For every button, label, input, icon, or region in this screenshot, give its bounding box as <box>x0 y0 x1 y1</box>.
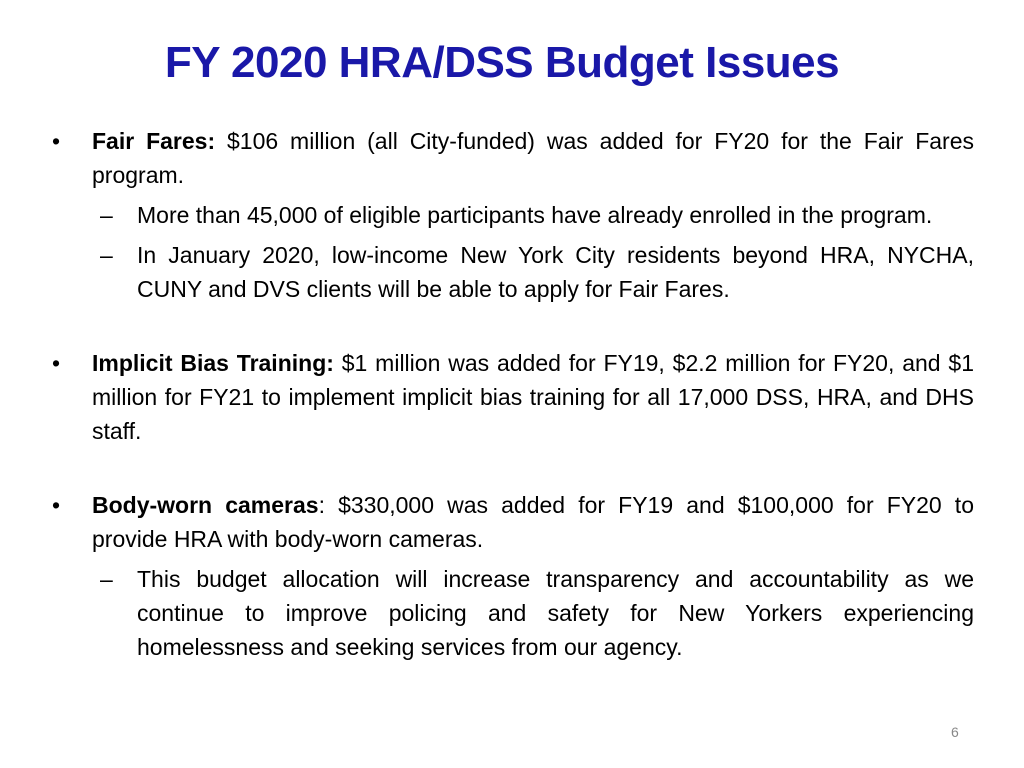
page-number: 6 <box>951 724 959 740</box>
sub-bullet-text: In January 2020, low-income New York City residents beyond HRA, NYCHA, CUNY and DVS clients will be able to apply for Fair Fares. <box>137 242 974 302</box>
bullet-text: $1 million was added for FY19, $2.2 million for FY20, and $1 million for FY21 to implement implicit bias training for all 17,000 DSS, HRA, and DHS staff. <box>92 350 975 444</box>
bullet-implicit-bias <box>50 346 974 448</box>
dash-icon: – <box>100 566 113 592</box>
bullet-label: Implicit Bias Training: <box>92 350 334 376</box>
sub-bullet-text: This budget allocation will increase transparency and accountability as we continue to improve policing and safety for New Yorkers experiencing homelessness and seeking services from our agency. <box>137 566 974 660</box>
bullet-body-cameras <box>50 488 974 556</box>
bullet-text: : $330,000 was added for FY19 and $100,000 for FY20 to provide HRA with body-worn cameras. <box>92 492 974 552</box>
sub-bullet <box>50 562 974 664</box>
bullet-icon: • <box>52 492 61 518</box>
bullet-label: Body-worn cameras <box>92 492 319 518</box>
bullet-icon: • <box>52 128 61 154</box>
bullet-text: $106 million (all City-funded) was added for FY20 for the Fair Fares program. <box>92 128 974 188</box>
sub-bullet <box>50 238 974 306</box>
dash-icon: – <box>100 242 113 268</box>
dash-icon: – <box>100 202 113 228</box>
slide-body <box>50 124 974 664</box>
sub-bullet-text: More than 45,000 of eligible participants have already enrolled in the program. <box>137 202 933 228</box>
bullet-label: Fair Fares: <box>92 128 216 154</box>
bullet-icon: • <box>52 350 61 376</box>
sub-bullet <box>50 198 974 232</box>
slide-title: FY 2020 HRA/DSS Budget Issues <box>164 38 840 87</box>
bullet-fair-fares <box>50 124 974 192</box>
